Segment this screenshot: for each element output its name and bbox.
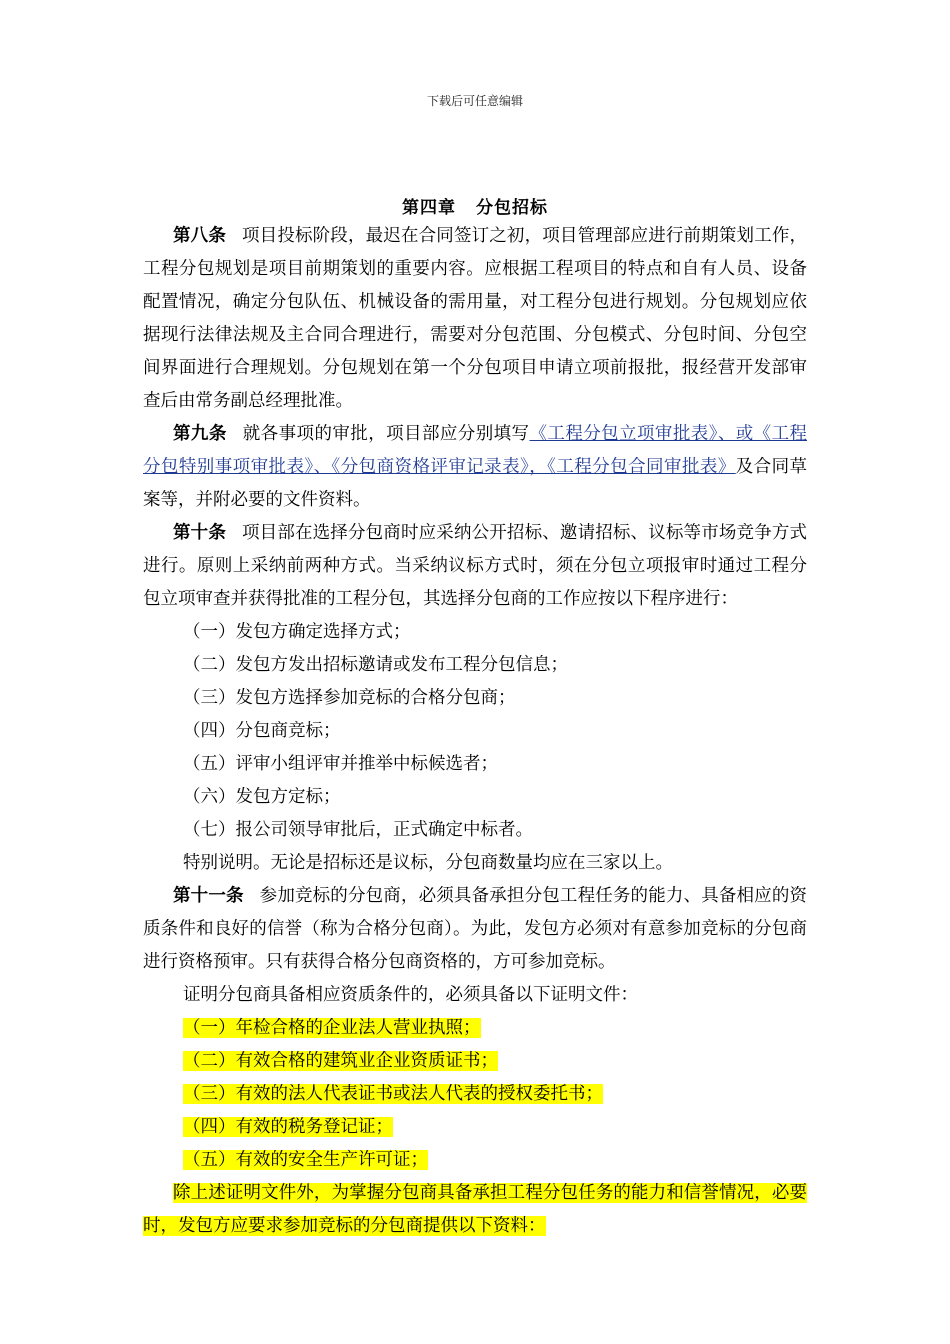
article-text: 就各事项的审批，项目部应分别填写 <box>242 424 530 444</box>
required-doc <box>143 1111 807 1144</box>
procedure-step: （六）发包方定标； <box>183 787 341 807</box>
procedure-step: （五）评审小组评审并推举中标候选者； <box>183 754 498 774</box>
highlighted-text: （一）年检合格的企业法人营业执照； <box>183 1018 481 1038</box>
highlighted-text: （三）有效的法人代表证书或法人代表的授权委托书； <box>183 1084 603 1104</box>
procedure-step: （二）发包方发出招标邀请或发布工程分包信息； <box>183 655 568 675</box>
procedure-step: （一）发包方确定选择方式； <box>183 622 411 642</box>
procedure-step: （四）分包商竞标； <box>183 721 341 741</box>
article-text: 参加竞标的分包商，必须具备承担分包工程任务的能力、具备相应的资质条件和良好的信誉（称为合格分包商）。为此，发包方必须对有意参加竞标的分包商进行资格预审。只有获得合格分包商资格的，方可参加竞标。 <box>143 886 808 972</box>
docs-intro: 证明分包商具备相应资质条件的，必须具备以下证明文件： <box>183 985 638 1005</box>
article-label: 第十条 <box>173 523 226 543</box>
article-label: 第十一条 <box>173 886 244 906</box>
highlighted-text: （四）有效的税务登记证； <box>183 1117 393 1137</box>
page-header: 下载后可任意编辑 <box>426 94 523 108</box>
form-list-link[interactable]: 《工程分包立项审批表》、或《工程分包特别事项审批表》、《分包商资格评审记录表》，《工程分包合同审批表》 <box>143 424 808 477</box>
required-doc <box>143 1045 807 1078</box>
required-doc <box>143 1144 807 1177</box>
article-label: 第九条 <box>173 424 227 444</box>
article-11 <box>143 880 807 979</box>
article-8 <box>143 220 807 418</box>
document-body <box>143 220 807 1243</box>
required-doc <box>143 1078 807 1111</box>
procedure-step: （三）发包方选择参加竞标的合格分包商； <box>183 688 516 708</box>
additional-materials <box>143 1177 807 1243</box>
article-text: 项目投标阶段，最迟在合同签订之初，项目管理部应进行前期策划工作，工程分包规划是项目前期策划的重要内容。应根据工程项目的特点和自有人员、设备配置情况，确定分包队伍、机械设备的需用量，对工程分包进行规划。分包规划应依据现行法律法规及主合同合理进行，需要对分包范围、分包模式、分包时间、分包空间界面进行合理规划。分包规划在第一个分包项目申请立项前报批，报经营开发部审查后由常务副总经理批准。 <box>143 226 808 411</box>
highlighted-text: （二）有效合格的建筑业企业资质证书； <box>183 1051 498 1071</box>
special-note: 特别说明。无论是招标还是议标，分包商数量均应在三家以上。 <box>183 853 673 873</box>
highlighted-text: （五）有效的安全生产许可证； <box>183 1150 428 1170</box>
chapter-title <box>0 193 950 218</box>
article-9 <box>143 418 807 517</box>
highlighted-text: 除上述证明文件外，为掌握分包商具备承担工程分包任务的能力和信誉情况，必要时，发包方应要求参加竞标的分包商提供以下资料： <box>143 1183 807 1236</box>
article-text: 项目部在选择分包商时应采纳公开招标、邀请招标、议标等市场竞争方式进行。原则上采纳前两种方式。当采纳议标方式时，须在分包立项报审时通过工程分包立项审查并获得批准的工程分包，其选择分包商的工作应按以下程序进行： <box>143 523 808 609</box>
article-text: 及合同草案等，并附必要的文件资料。 <box>143 457 808 510</box>
chapter-number: 第四章 <box>402 198 456 218</box>
article-10 <box>143 517 807 616</box>
article-label: 第八条 <box>173 226 226 246</box>
procedure-step: （七）报公司领导审批后，正式确定中标者。 <box>183 820 533 840</box>
chapter-name: 分包招标 <box>476 198 548 218</box>
required-doc <box>143 1012 807 1045</box>
